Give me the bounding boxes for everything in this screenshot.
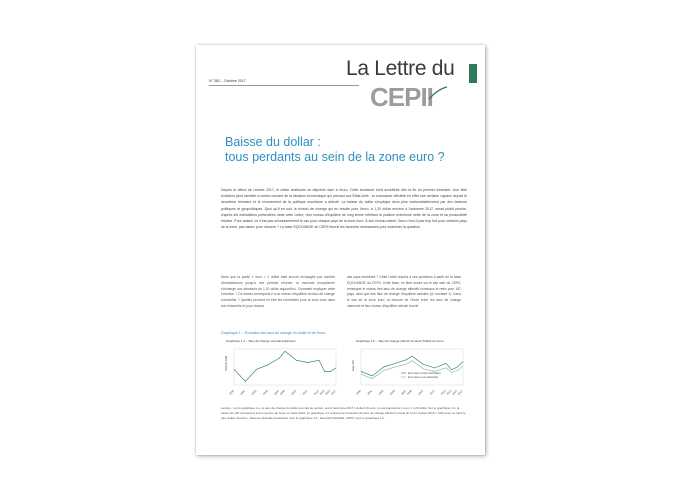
data-point bbox=[406, 359, 407, 360]
logo-swoosh-icon bbox=[427, 85, 449, 107]
x-tick-label: 2003 bbox=[251, 389, 258, 396]
data-point bbox=[412, 360, 413, 361]
data-point bbox=[406, 364, 407, 365]
article-intro: Depuis le début de l'année 2017, le dollar américain se déprécie face à l'euro. Cette tendance s'est accélérée dès la fin du premier trimestre. Une telle évolution peut sembler à contre-courant de la situation économique qui prévaut aux États-Unis : la croissance officielle en effet une certaine vigueur depuis le deuxième trimestre et le recrutement de la politique monétaire a débuté. La baisse du dollar s'explique donc plus vraisemblablement par des facteurs politiques et géopolitiques. Quoi qu'il en soit, le niveau de change qui en résulte pour l'euro, à 1,20 dollar environ à l'automne 2017, serait plutôt proche, d'après les estimations présentées dans cette Lettre, d'un niveau d'équilibre de long terme reflétant la position extérieure nette de la zone et sa productivité relative. Pour autant, ce n'est pas nécessairement le cas pour chaque pays de la zone euro. À son niveau actuel, l'euro n'est-il pas trop fort pour certains pays de la zone, pas assez pour d'autres ? La base EQCHANGE du CEPII fournit les données nécessaires pour examiner la question. bbox=[221, 188, 467, 230]
y-axis-label: base 100 bbox=[352, 360, 355, 371]
y-axis-label: USD for EUR bbox=[225, 355, 228, 371]
x-tick-label: 2007 bbox=[400, 389, 408, 396]
data-point bbox=[434, 368, 435, 369]
figure-1a-title: Graphique 1.a – Taux de change nominal dollar/euro bbox=[226, 339, 296, 343]
data-point bbox=[319, 360, 320, 361]
data-point bbox=[372, 376, 373, 377]
x-tick-label: 2008 bbox=[279, 389, 286, 396]
data-point bbox=[446, 363, 447, 364]
data-point bbox=[324, 371, 325, 372]
header-rule bbox=[209, 85, 359, 86]
figure-title: Graphique 1 – Évolution des taux de change du dollar et de l'euro bbox=[221, 331, 326, 335]
article-title bbox=[225, 135, 445, 165]
data-point bbox=[268, 364, 269, 365]
cepii-logo: CEPII bbox=[370, 82, 433, 112]
data-point bbox=[451, 369, 452, 370]
legend-label-1: Euro (taux à deux décimales) bbox=[408, 372, 441, 375]
data-point bbox=[463, 366, 464, 367]
data-point bbox=[446, 368, 447, 369]
data-point bbox=[234, 369, 235, 370]
x-tick-label: 2005 bbox=[389, 389, 396, 396]
x-tick-label: 2010 bbox=[290, 389, 298, 396]
chart-tcen-euro bbox=[351, 345, 467, 399]
data-point bbox=[296, 360, 297, 361]
x-tick-label: 1999 bbox=[355, 389, 362, 396]
brand-accent-bar bbox=[469, 64, 477, 83]
plot-frame bbox=[234, 349, 336, 385]
x-tick-label: 2016 bbox=[324, 389, 332, 396]
chart-dollar-euro bbox=[224, 345, 340, 399]
data-point bbox=[245, 381, 246, 382]
x-tick-label: 2015 bbox=[446, 389, 453, 396]
data-point bbox=[361, 374, 362, 375]
data-point bbox=[463, 361, 464, 362]
body-column-left: Alors que la parité 1 euro = 1 dollar était encore envisagée par nombre d'investisseurs jusqu'à une période récente, la monnaie européenne s'échange aux alentours de 1,20 dollar aujourd'hui. Comment expliquer cette évolution ? Ce niveau correspond-il à un niveau d'équilibre du taux de change euro/dollar ? Quelles peuvent en être les retombées pour la zone euro dans son ensemble et pour chacun bbox=[221, 275, 335, 308]
figure-1b-title: Graphique 1.b – Taux de change effectif nominal (TCEN) de l'euro bbox=[356, 339, 444, 343]
x-tick-label: 2012 bbox=[302, 389, 309, 396]
series-line-1 bbox=[234, 351, 336, 381]
data-point bbox=[383, 367, 384, 368]
x-tick-label: 2015 bbox=[319, 389, 326, 396]
x-tick-label: 2005 bbox=[262, 389, 269, 396]
x-tick-label: 2014 bbox=[440, 389, 447, 396]
x-tick-label: 2003 bbox=[378, 389, 385, 396]
x-tick-label: 2014 bbox=[313, 389, 320, 396]
issue-number: N° 381 – Octobre 2017 bbox=[209, 79, 246, 83]
data-point bbox=[395, 367, 396, 368]
article-title-line1: Baisse du dollar : bbox=[225, 135, 321, 149]
plot-frame bbox=[361, 349, 463, 385]
data-point bbox=[256, 369, 257, 370]
data-point bbox=[451, 372, 452, 373]
data-point bbox=[423, 368, 424, 369]
x-tick-label: 2012 bbox=[429, 389, 436, 396]
newsletter-name: La Lettre du bbox=[346, 57, 455, 80]
data-point bbox=[372, 378, 373, 379]
document-page bbox=[196, 45, 485, 455]
x-tick-label: 2017 bbox=[457, 389, 464, 396]
data-point bbox=[423, 364, 424, 365]
data-point bbox=[383, 370, 384, 371]
data-point bbox=[395, 363, 396, 364]
data-point bbox=[336, 368, 337, 369]
data-point bbox=[457, 367, 458, 368]
body-column-right: des pays membres ? Cette Lettre répond à ces questions à partir de la base EQCHANGE du CEPII. Cette base, en libre accès sur le site web du CEPII, renseigne le niveau des taux de change effectifs nominaux et réels pour 187 pays, ainsi que des taux de change d'équilibre calculés (cf. encadré 1). Dans le cas de la zone euro, la mesure de l'écart entre les taux de change observés et leur niveau d'équilibre calculé fournit bbox=[347, 275, 461, 308]
x-tick-label: 2017 bbox=[330, 389, 337, 396]
article-title-line2: tous perdants au sein de la zone euro ? bbox=[225, 150, 445, 164]
x-tick-label: 2001 bbox=[239, 389, 247, 396]
x-tick-label: 2010 bbox=[417, 389, 425, 396]
data-point bbox=[279, 358, 280, 359]
figure-note: Lecture : sur le graphique 1.a, le taux de change du dollar est coté au certain, soit à l'automne 2017 1 dollar 0,8 euro, ce qui équivaut à 1 euro = 1,20 dollar. Sur le graphique 1.b, la valeur de 100 correspond à la moyenne de l'euro en base 2010. Le graphique 1.b représente l'évolution du taux de change effectif nominal de l'euro (indice 2010 = 100) avec ou sans le taux dollar. Sources : Réserve fédérale américaine pour le graphique 1.a ; base EQCHANGE, CEPII, pour le graphique 1.b. bbox=[221, 406, 466, 421]
data-point bbox=[412, 356, 413, 357]
data-point bbox=[457, 370, 458, 371]
data-point bbox=[361, 371, 362, 372]
data-point bbox=[285, 351, 286, 352]
data-point bbox=[330, 371, 331, 372]
x-tick-label: 2008 bbox=[406, 389, 413, 396]
x-tick-label: 2001 bbox=[366, 389, 374, 396]
x-tick-label: 2016 bbox=[451, 389, 459, 396]
data-point bbox=[307, 362, 308, 363]
x-tick-label: 1999 bbox=[228, 389, 235, 396]
legend-label-2: Euro (taux à une décimale) bbox=[408, 376, 439, 379]
x-tick-label: 2007 bbox=[273, 389, 281, 396]
